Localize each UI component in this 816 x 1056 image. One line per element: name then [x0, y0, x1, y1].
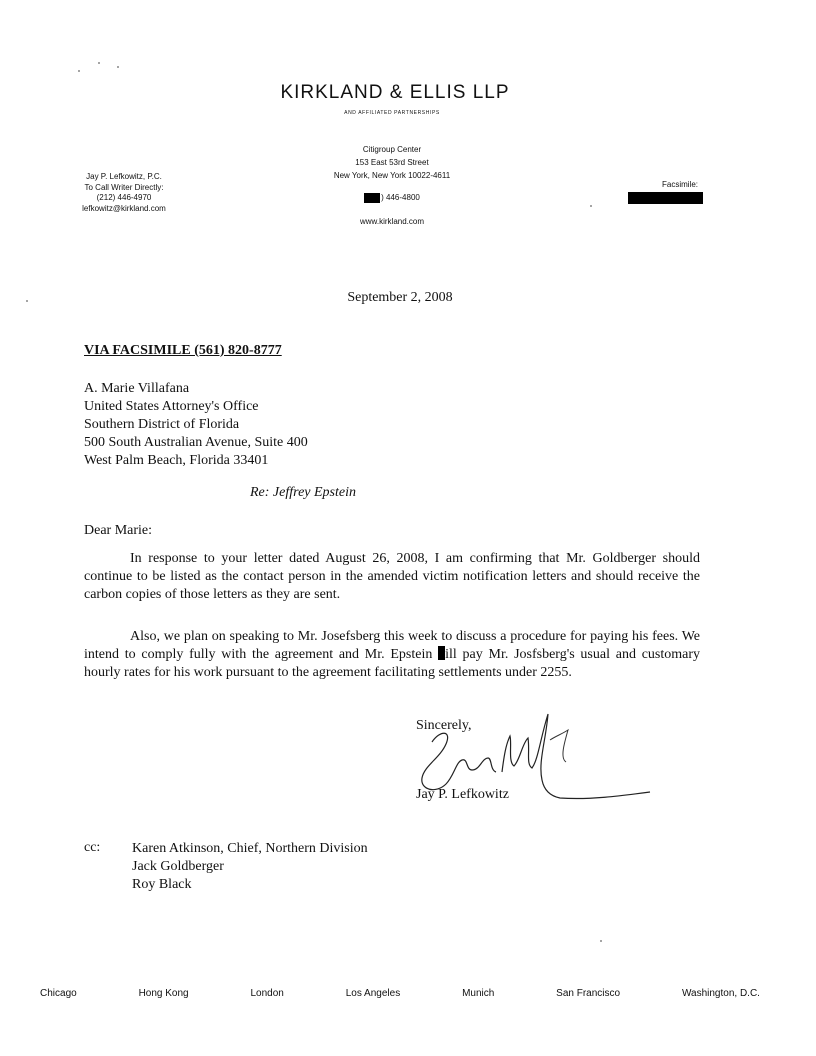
- office-chicago: Chicago: [40, 988, 77, 999]
- scan-speck: [600, 940, 602, 942]
- scan-speck: [590, 205, 592, 207]
- fax-redaction: [628, 192, 703, 204]
- office-washington: Washington, D.C.: [681, 988, 760, 999]
- scan-speck: [98, 62, 100, 64]
- paragraph-1-text: In response to your letter dated August 26, 2008, I am confirming that Mr. Goldberger should continue to be listed as the contact person in the amended victim notification letters and should receive the carbon copies of those letters as they are sent.: [84, 551, 700, 602]
- office-london: London: [250, 988, 284, 999]
- scan-speck: [117, 66, 119, 68]
- signer-name: Jay P. Lefkowitz: [416, 787, 509, 802]
- salutation: Dear Marie:: [84, 523, 153, 538]
- recipient-line: A. Marie Villafana: [84, 381, 190, 396]
- office-los-angeles: Los Angeles: [345, 988, 401, 999]
- paragraph-2-text-a: Also, we plan on speaking to Mr. Josefsberg this week to discuss a procedure for paying his fees. We intend to comply fully with the agreement and Mr. Epstein: [84, 629, 700, 662]
- via-facsimile: VIA FACSIMILE (561) 820-8777: [84, 343, 282, 358]
- firm-building: Citigroup Center: [362, 145, 422, 154]
- office-munich: Munich: [462, 988, 495, 999]
- recipient-line: United States Attorney's Office: [84, 399, 259, 414]
- fax-label: Facsimile:: [661, 180, 698, 189]
- recipient-line: West Palm Beach, Florida 33401: [84, 453, 269, 468]
- recipient-line: Southern District of Florida: [84, 417, 240, 432]
- cc-list: [132, 840, 368, 894]
- scan-speck: [78, 70, 80, 72]
- writer-email: lefkowitz@kirkland.com: [82, 203, 166, 213]
- cc-name: Roy Black: [132, 877, 192, 892]
- recipient-line: 500 South Australian Avenue, Suite 400: [84, 435, 308, 450]
- office-hong-kong: Hong Kong: [138, 988, 189, 999]
- firm-city: New York, New York 10022-4611: [333, 171, 451, 180]
- firm-street: 153 East 53rd Street: [355, 158, 429, 167]
- cc-name: Jack Goldberger: [132, 859, 224, 874]
- writer-contact: [44, 172, 204, 214]
- writer-phone: (212) 446-4970: [96, 193, 152, 202]
- firm-subtitle: AND AFFILIATED PARTNERSHIPS: [344, 110, 440, 116]
- firm-phone-number: ) 446-4800: [381, 193, 420, 203]
- closing: Sincerely,: [416, 718, 472, 733]
- office-locations: [40, 988, 760, 999]
- cc-label: cc:: [84, 840, 101, 855]
- paragraph-1: [84, 550, 700, 604]
- paragraph-2: [84, 628, 700, 682]
- office-san-francisco: San Francisco: [556, 988, 621, 999]
- letter-date: September 2, 2008: [347, 290, 453, 305]
- writer-call-label: To Call Writer Directly:: [84, 182, 164, 192]
- firm-name: KIRKLAND & ELLIS LLP: [280, 82, 510, 103]
- firm-website: www.kirkland.com: [359, 217, 424, 226]
- cc-name: Karen Atkinson, Chief, Northern Division: [132, 841, 368, 856]
- firm-phone: [300, 193, 484, 203]
- scan-speck: [26, 300, 28, 302]
- paragraph-2-text-b: ill pay Mr. Josfsberg's usual and customary hourly rates for his work pursuant to the agreement facilitating settlements under 2255.: [84, 647, 701, 680]
- re-line: Re: Jeffrey Epstein: [250, 485, 356, 500]
- recipient-address: [84, 380, 308, 470]
- redaction-block: [364, 193, 380, 203]
- writer-name: Jay P. Lefkowitz, P.C.: [86, 172, 162, 181]
